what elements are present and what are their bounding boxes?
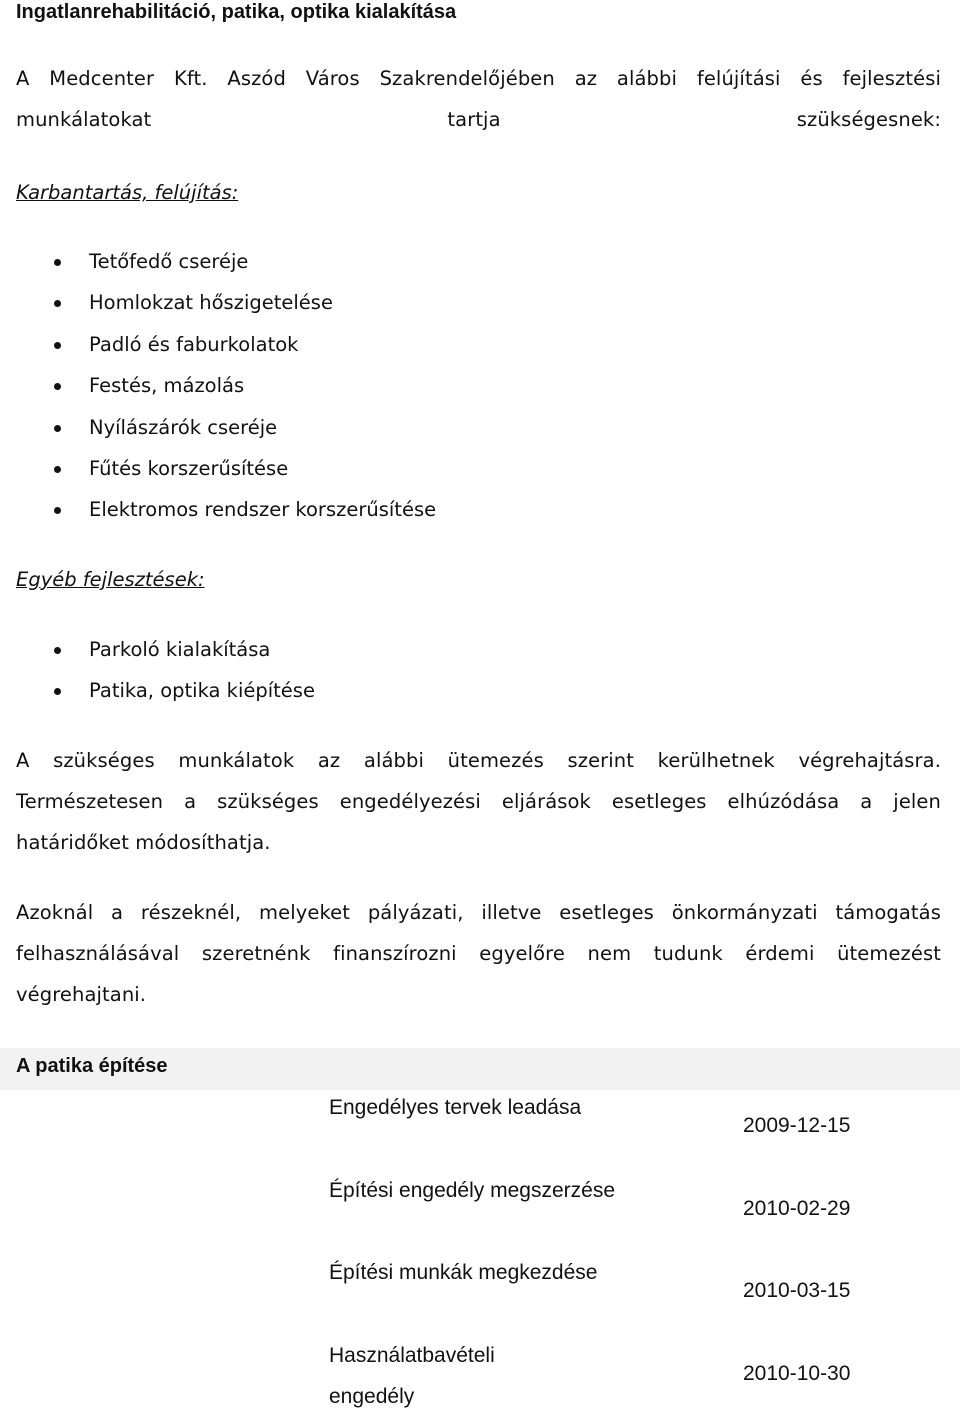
schedule-task: Építési engedély megszerzése [329,1179,615,1202]
bullet-icon [54,688,61,695]
bullet-icon [54,647,61,654]
schedule-date: 2010-03-15 [743,1279,851,1302]
list-item: Homlokzat hőszigetelése [16,291,436,332]
list-item: Patika, optika kiépítése [16,679,315,720]
schedule-task: Építési munkák megkezdése [329,1261,598,1284]
pharmacy-section-header [0,1048,960,1090]
bullet-icon [54,507,61,514]
schedule-note-paragraph: A szükséges munkálatok az alábbi ütemezés szerint kerülhetnek végrehajtásra. Természetesen a szükséges engedélyezési eljárások esetleges elhúzódása a jelen határidőket módosíthatja. [16,749,941,854]
schedule-task: Engedélyes tervek leadása [329,1096,582,1119]
bullet-icon [54,466,61,473]
maintenance-heading: Karbantartás, felújítás: [16,181,239,204]
list-item: Nyílászárók cseréje [16,416,436,457]
development-list [16,638,315,721]
bullet-icon [54,383,61,390]
document-title: Ingatlanrehabilitáció, patika, optika kialakítása [16,1,457,23]
bullet-icon [54,300,61,307]
list-item: Fűtés korszerűsítése [16,457,436,498]
development-heading: Egyéb fejlesztések: [16,568,205,591]
list-item: Parkoló kialakítása [16,638,315,679]
intro-paragraph: A Medcenter Kft. Aszód Város Szakrendelőjében az alábbi felújítási és fejlesztési munkálatokat tartja szükségesnek: [16,67,941,131]
bullet-icon [54,259,61,266]
funding-note-paragraph: Azoknál a részeknél, melyeket pályázati, illetve esetleges önkormányzati támogatás felhasználásával szeretnénk finanszírozni egyelőre nem tudunk érdemi ütemezést végrehajtani. [16,901,941,1006]
list-item: Tetőfedő cseréje [16,250,436,291]
schedule-date: 2010-02-29 [743,1197,851,1220]
list-item: Padló és faburkolatok [16,333,436,374]
list-item: Elektromos rendszer korszerűsítése [16,498,436,539]
schedule-task: Használatbavételi engedély [329,1344,495,1408]
maintenance-list [16,250,436,540]
section-heading: A patika építése [16,1055,168,1077]
schedule-date: 2009-12-15 [743,1114,851,1137]
bullet-icon [54,342,61,349]
schedule-date: 2010-10-30 [743,1362,851,1385]
list-item: Festés, mázolás [16,374,436,415]
bullet-icon [54,425,61,432]
